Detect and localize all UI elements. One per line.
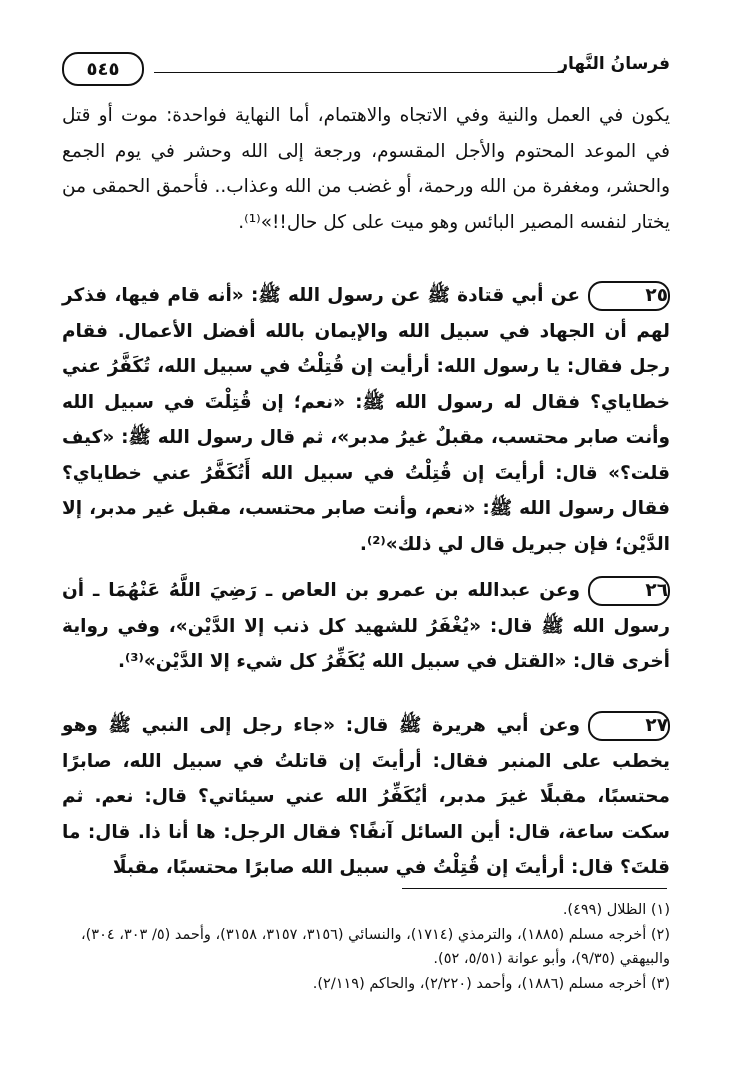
footnote-3: (٣) أخرجه مسلم (١٨٨٦)، وأحمد (٢/٢٢٠)، والحاكم (٢/١١٩). bbox=[312, 975, 670, 992]
hadith-text: وعن أبي هريرة ﷺ قال: «جاء رجل إلى النبي ﷺ وهو يخطب على المنبر فقال: أرأيتَ إن قاتلتُ في سبيل الله، صابرًا محتسبًا، مقبلًا غيرَ مدبر، أيُكَفِّرُ الله عني سيئاتي؟ قال: نعم. ثم سكت ساعة، قال: أين السائل آنفًا؟ فقال الرجل: ها أنا ذا. قال: ما قلتَ؟ قال: أرأيتَ إن قُتِلْتُ في سبيل الله صابرًا محتسبًا، مقبلًا bbox=[62, 715, 670, 878]
intro-paragraph bbox=[62, 98, 670, 240]
footnote-1: (١) الظلال (٤٩٩). bbox=[562, 902, 670, 918]
hadith-27 bbox=[62, 708, 670, 886]
hadith-text: وعن عبدالله بن عمرو بن العاص ـ رَضِيَ اللَّهُ عَنْهُمَا ـ أن رسول الله ﷺ قال: «يُغْفَرُ للشهيد كل ذنب إلا الدَّيْن»، وفي رواية أخرى قال: «القتل في سبيل الله يُكَفِّرُ كل شيء إلا الدَّيْن»⁽³⁾. bbox=[62, 580, 670, 672]
header-rule bbox=[154, 72, 564, 73]
footnotes bbox=[62, 898, 670, 996]
page-header bbox=[62, 50, 670, 94]
hadith-text: عن أبي قتادة ﷺ عن رسول الله ﷺ: «أنه قام فيها، فذكر لهم أن الجهاد في سبيل الله والإيمان بالله أفضل الأعمال. فقام رجل فقال: يا رسول الله: أرأيت إن قُتِلْتُ في سبيل الله، تُكَفَّرُ عني خطاياي؟ فقال له رسول الله ﷺ: «نعم؛ إن قُتِلْتَ في سبيل الله وأنت صابر محتسب، مقبلٌ غيرُ مدبر»، ثم قال رسول الله ﷺ: «كيف قلت؟» قال: أرأيتَ إن قُتِلْتُ في سبيل الله أَتُكَفَّرُ عني خطاياي؟ فقال رسول الله ﷺ: «نعم، وأنت صابر محتسب، مقبل غير مدبر، إلا الدَّيْن؛ فإن جبريل قال لي ذلك»⁽²⁾. bbox=[62, 285, 670, 555]
intro-text: يكون في العمل والنية وفي الاتجاه والاهتمام، أما النهاية فواحدة: موت أو قتل في الموعد المحتوم والأجل المقسوم، ورجعة إلى الله وحشر في يوم الجمع والحشر، ومغفرة من الله ورحمة، أو غضب من الله وعذاب.. فأحمق الحمقى من يختار لنفسه المصير البائس وهو ميت على كل حال!!»⁽¹⁾. bbox=[62, 105, 670, 233]
running-title: فرسانُ النَّهار bbox=[558, 54, 670, 74]
footnote-2: (٢) أخرجه مسلم (١٨٨٥)، والترمذي (١٧١٤)، والنسائي (٣١٥٦، ٣١٥٧، ٣١٥٨)، وأحمد (٥/ ٣٠٣، ٣٠٤)، والبيهقي (٩/٣٥)، وأبو عوانة (٥/٥١، ٥٢). bbox=[80, 926, 670, 967]
hadith-26 bbox=[62, 573, 670, 680]
footnote-divider bbox=[402, 888, 667, 889]
page-number: ٥٤٥ bbox=[62, 52, 144, 86]
hadith-25 bbox=[62, 278, 670, 562]
hadith-number-badge: ٢٦ bbox=[588, 576, 670, 606]
hadith-number-badge: ٢٧ bbox=[588, 711, 670, 741]
hadith-number-badge: ٢٥ bbox=[588, 281, 670, 311]
